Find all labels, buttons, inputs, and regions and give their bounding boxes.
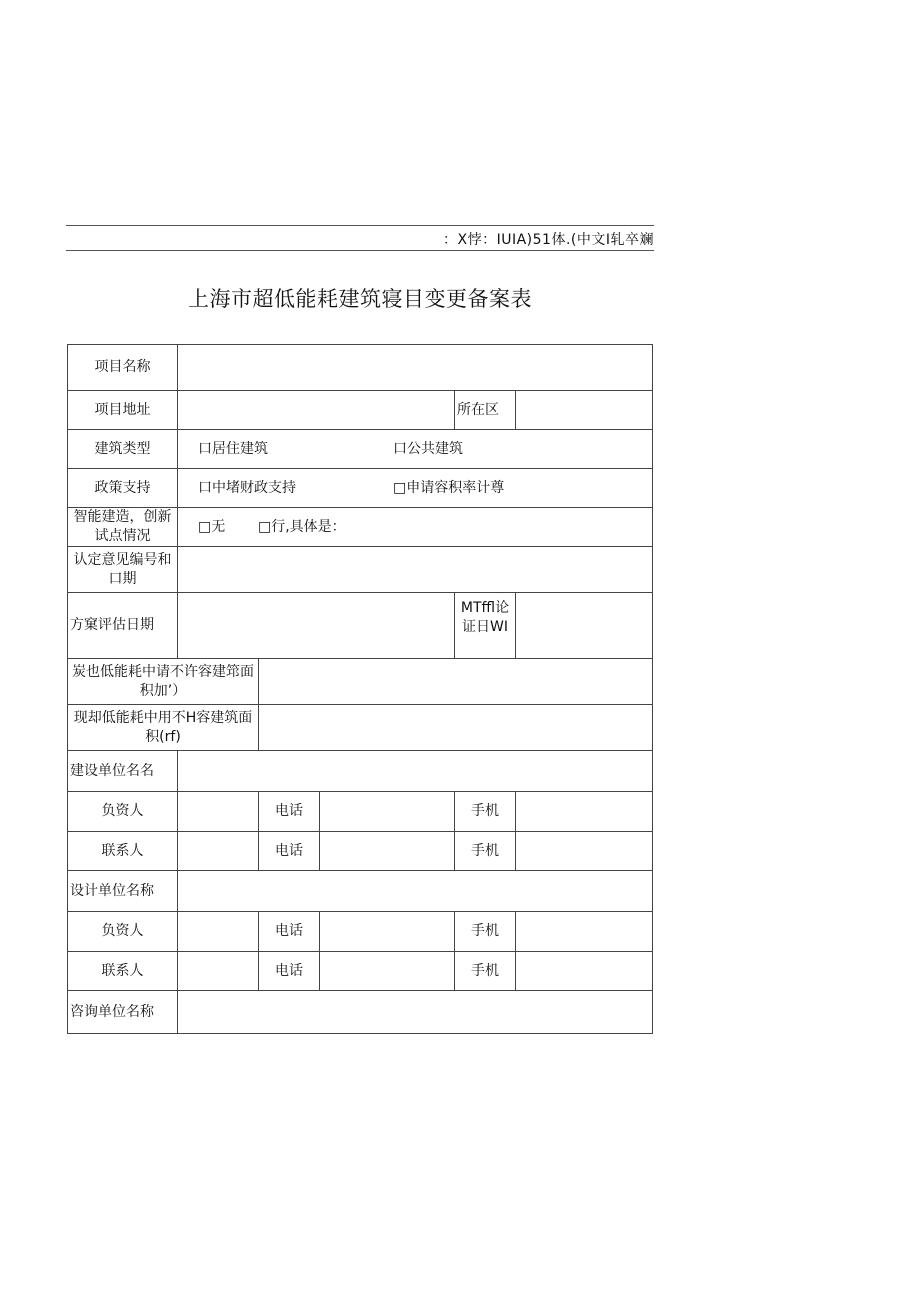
row-area-use [68,705,653,751]
builder-person-mobile-field[interactable] [516,792,653,832]
design-contact-field[interactable] [178,952,259,991]
design-person-label: 负资人 [68,912,178,952]
row-consult [68,991,653,1034]
consult-label: 咨询单位名称 [68,991,178,1034]
area-use-field[interactable] [259,705,653,751]
design-contact-phone-field[interactable] [320,952,455,991]
project-address-field[interactable] [178,391,455,430]
district-field[interactable] [516,391,653,430]
builder-person-phone-field[interactable] [320,792,455,832]
design-field[interactable] [178,871,653,912]
policy-support-label: 政策支持 [68,469,178,508]
argument-date-field[interactable] [516,593,653,659]
builder-contact-phone-label: 电话 [259,832,320,871]
design-person-field[interactable] [178,912,259,952]
consult-field[interactable] [178,991,653,1034]
floor-area-ratio-checkbox[interactable]: □申请容积率计尊 [393,479,505,496]
argument-date-label: MTffl论证日WI [455,593,516,659]
row-building-type [68,430,653,469]
row-project-name [68,345,653,391]
builder-contact-label: 联系人 [68,832,178,871]
row-area-apply [68,659,653,705]
row-builder [68,751,653,792]
builder-person-phone-label: 电话 [259,792,320,832]
row-policy-support [68,469,653,508]
row-builder-contact [68,832,653,871]
builder-contact-mobile-label: 手机 [455,832,516,871]
design-person-mobile-label: 手机 [455,912,516,952]
builder-person-label: 负资人 [68,792,178,832]
design-contact-mobile-label: 手机 [455,952,516,991]
builder-person-field[interactable] [178,792,259,832]
financial-support-checkbox[interactable]: 口中堵财政支持 [198,479,296,496]
builder-contact-phone-field[interactable] [320,832,455,871]
opinion-no-label: 认定意见编号和口期 [68,547,178,593]
district-label: 所在区 [455,391,516,430]
header-bottom-rule [66,250,654,251]
builder-label: 建设单位名名 [68,751,178,792]
design-label: 设计单位名称 [68,871,178,912]
pilot-yes-checkbox[interactable]: □行,具体是： [258,518,346,535]
scheme-date-field[interactable] [178,593,455,659]
design-contact-phone-label: 电话 [259,952,320,991]
design-person-phone-label: 电话 [259,912,320,952]
pilot-label: 智能建造，创新试点情况 [68,508,178,547]
row-design-contact [68,952,653,991]
form-title: 上海市超低能耗建筑寝目变更备案表 [188,287,532,311]
builder-contact-field[interactable] [178,832,259,871]
area-apply-field[interactable] [259,659,653,705]
row-design [68,871,653,912]
scheme-date-label: 方窠评估日期 [68,593,178,659]
pilot-none-checkbox[interactable]: □无 [198,518,226,535]
opinion-no-field[interactable] [178,547,653,593]
area-use-label: 现却低能耗中用不H容建筑面积(rf) [68,705,259,751]
row-dates [68,593,653,659]
row-project-address [68,391,653,430]
builder-person-mobile-label: 手机 [455,792,516,832]
row-opinion-no [68,547,653,593]
builder-contact-mobile-field[interactable] [516,832,653,871]
area-apply-label: 炭也低能耗中请不许容建筇面积加’） [68,659,259,705]
design-person-phone-field[interactable] [320,912,455,952]
row-builder-person [68,792,653,832]
header-top-rule [66,225,654,226]
row-design-person [68,912,653,952]
row-pilot [68,508,653,547]
builder-field[interactable] [178,751,653,792]
record-form-table [67,344,653,1034]
design-contact-label: 联系人 [68,952,178,991]
public-building-checkbox[interactable]: 口公共建筑 [393,440,463,457]
project-name-label: 项目名称 [68,345,178,391]
building-type-label: 建筑类型 [68,430,178,469]
residential-checkbox[interactable]: 口居住建筑 [198,440,268,457]
design-person-mobile-field[interactable] [516,912,653,952]
header-note: ：X悖：IUIA)51体.(中文I轧卒斓 [443,232,654,248]
project-address-label: 项目地址 [68,391,178,430]
project-name-field[interactable] [178,345,653,391]
design-contact-mobile-field[interactable] [516,952,653,991]
